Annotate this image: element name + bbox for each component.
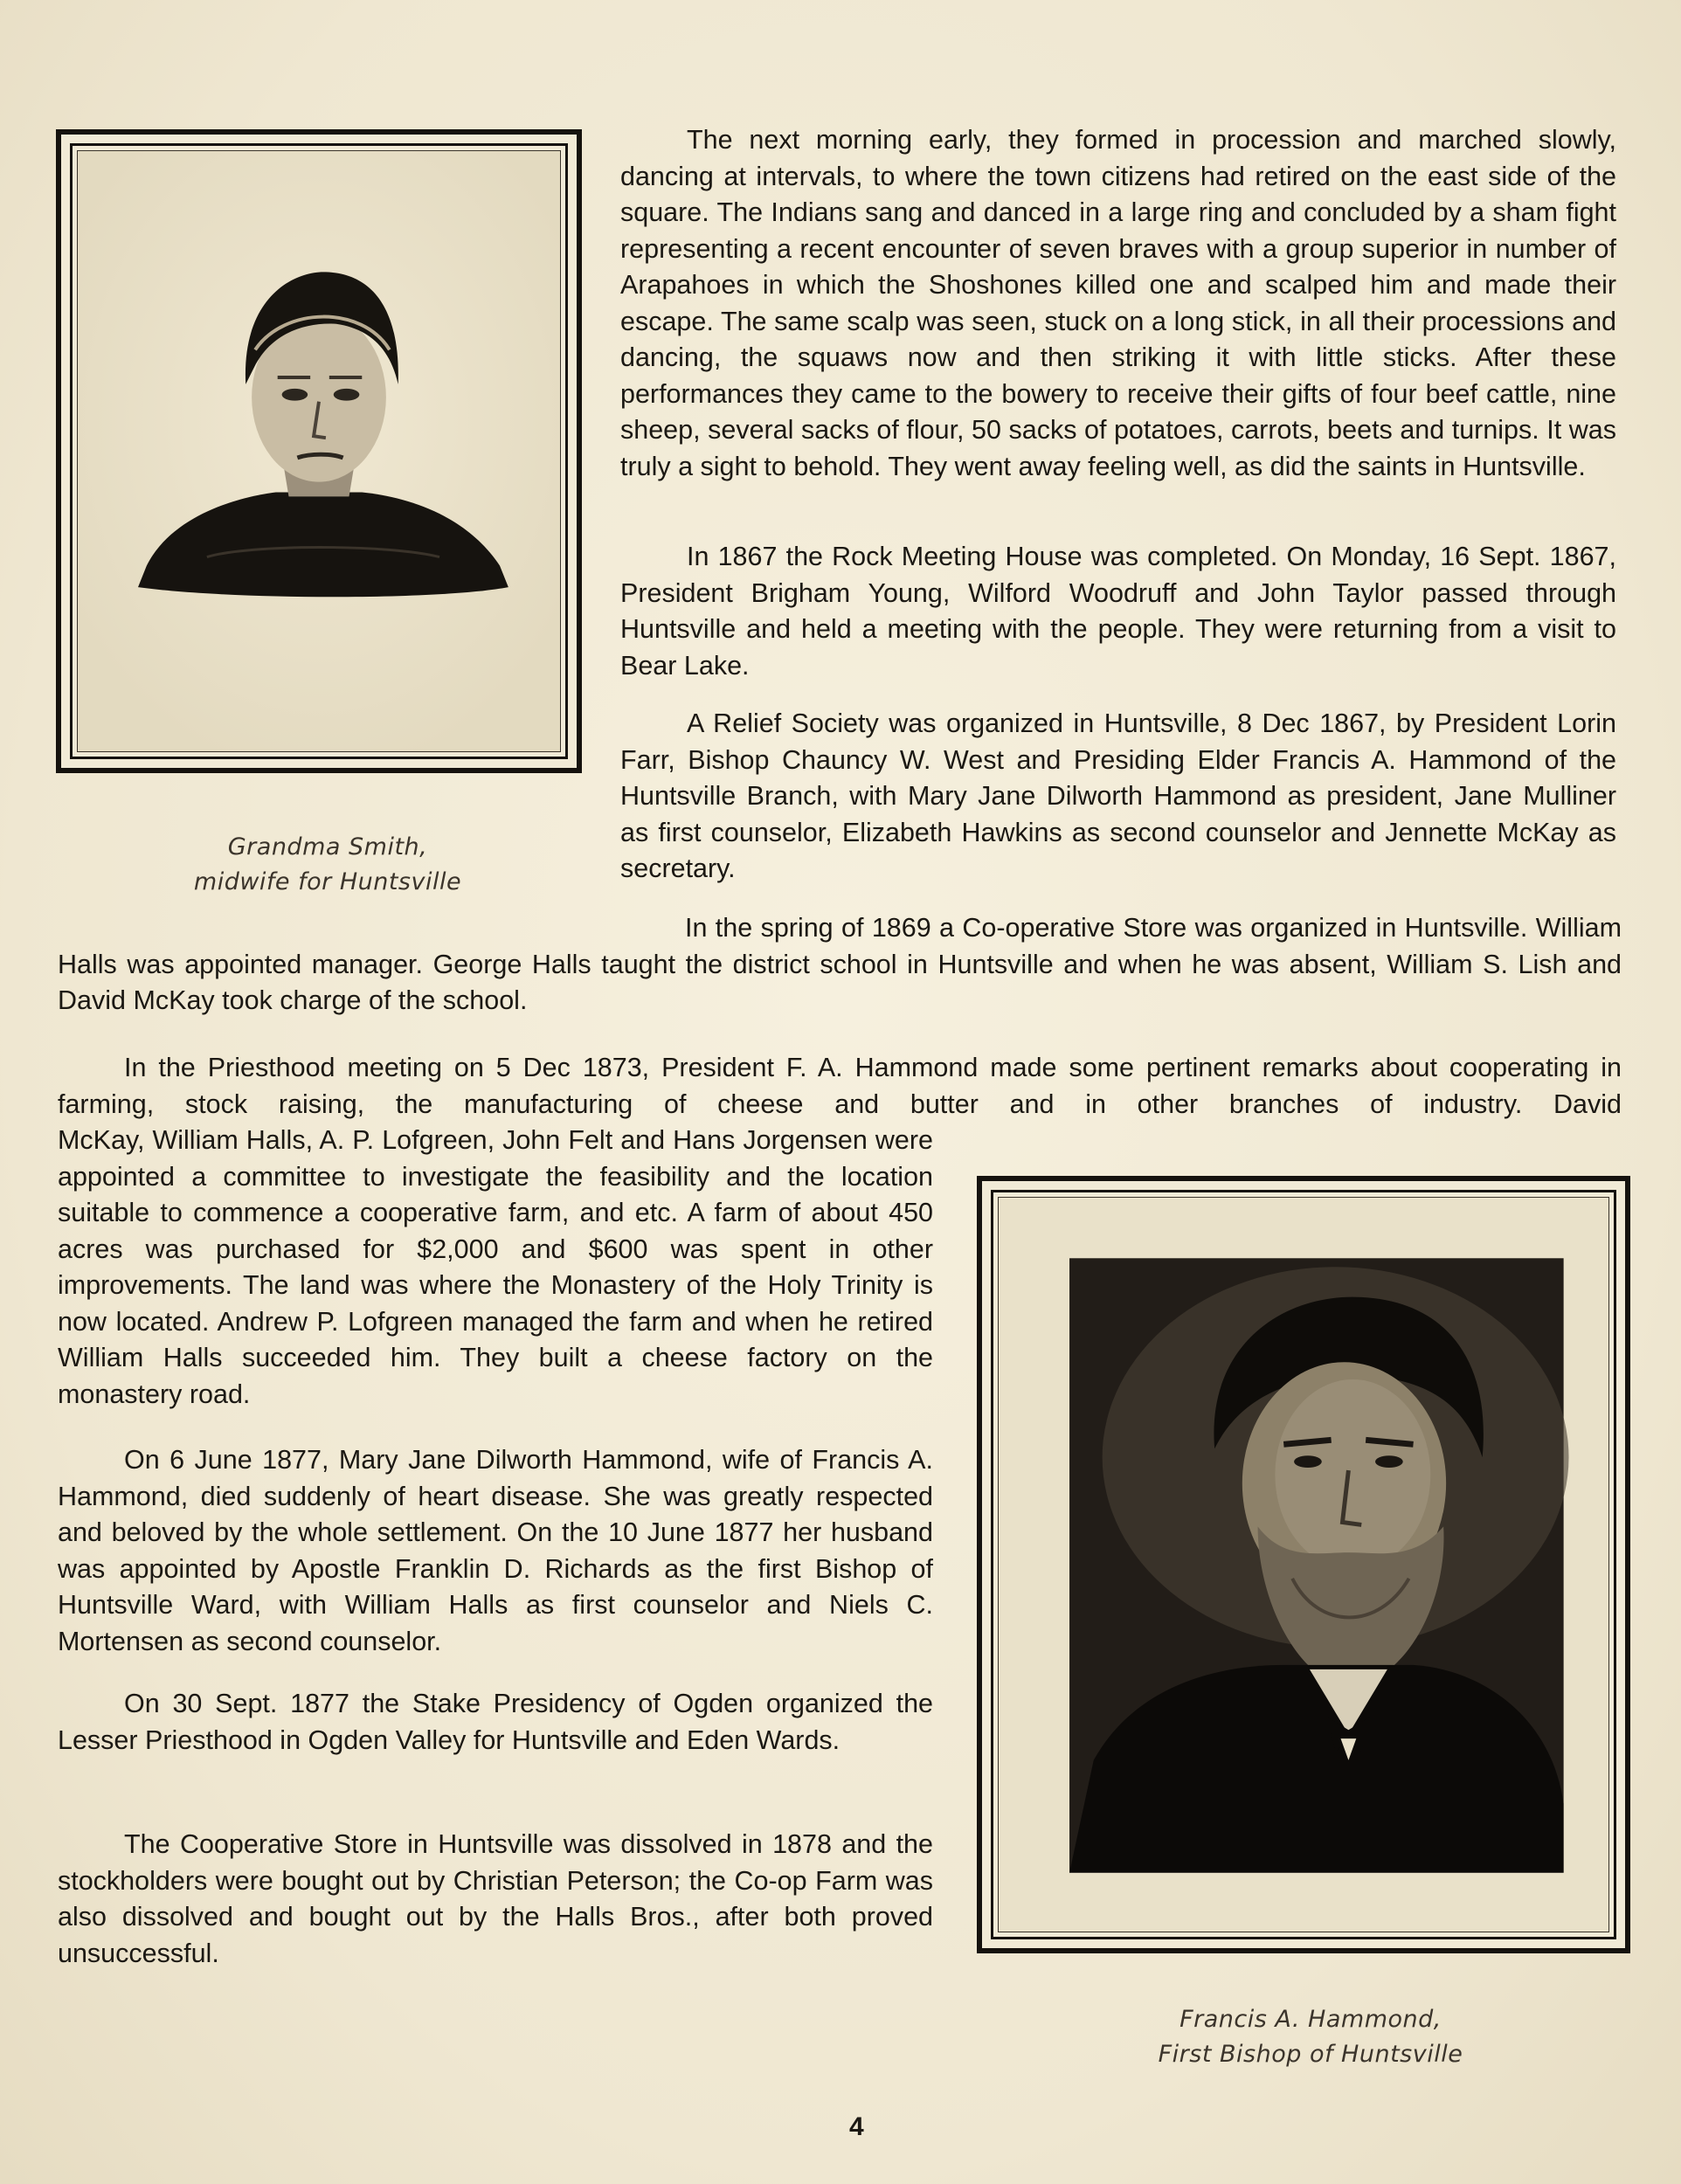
paragraph-relief-society: A Relief Society was organized in Huntsville, 8 Dec 1867, by President Lorin Farr, Bishop Chauncy W. West and Presiding Elder Francis A. Hammond of the Huntsville Branch, with Mary Jane Dilworth Hammond as president, Jane Mulliner as first counselor, Elizabeth Hawkins as second counselor and Jennette McKay as secretary. bbox=[620, 708, 1616, 883]
page-number: 4 bbox=[849, 2112, 864, 2141]
paragraph-hammond-death: On 6 June 1877, Mary Jane Dilworth Hammond, wife of Francis A. Hammond, died suddenly of heart disease. She was greatly respected and beloved by the whole settlement. On the 10 June 1877 her husband was appointed by Apostle Franklin D. Richards as the first Bishop of Huntsville Ward, with William Halls as first counselor and Niels C. Mortensen as second counselor. bbox=[58, 1445, 933, 1656]
grandma-smith-portrait bbox=[78, 151, 560, 751]
francis-hammond-photo-frame bbox=[977, 1176, 1630, 1953]
paragraph-cooperative-store: In the spring of 1869 a Co-operative Store was organized in Huntsville. William Halls was appointed manager. George Halls taught the district school in Huntsville and when he was absent, William S. Lish and David McKay took charge of the school. bbox=[58, 913, 1622, 1015]
paragraph-indian-procession: The next morning early, they formed in procession and marched slowly, dancing at intervals, to where the town citizens had retired on the east side of the square. The Indians sang and danced in a large ring and concluded by a sham fight representing a recent encounter of seven braves with a group superior in number of Arapahoes in which the Shoshones killed one and scalped him and made their escape. The same scalp was seen, stuck on a long stick, in all their processions and dancing, the squaws now and then striking it with little sticks. After these performances they came to the bowery to receive their gifts of four beef cattle, nine sheep, several sacks of flour, 50 sacks of potatoes, carrots, beets and turnips. It was truly a sight to behold. They went away feeling well, as did the saints in Huntsville. bbox=[620, 125, 1616, 481]
paragraph-rock-meeting-house: In 1867 the Rock Meeting House was completed. On Monday, 16 Sept. 1867, President Brigham Young, Wilford Woodruff and John Taylor passed through Huntsville and held a meeting with the people. They were returning from a visit to Bear Lake. bbox=[620, 542, 1616, 681]
paragraph-priesthood-meeting: In the Priesthood meeting on 5 Dec 1873, President F. A. Hammond made some pertinent remarks about cooperating in farming, stock raising, the manufacturing of cheese and butter and in other branches of industry. David bbox=[58, 1053, 1622, 1119]
grandma-smith-photo-frame bbox=[56, 129, 582, 773]
francis-hammond-portrait bbox=[999, 1198, 1608, 1932]
francis-hammond-caption-line2: First Bishop of Huntsville bbox=[1158, 2041, 1463, 2068]
paragraph-store-dissolved: The Cooperative Store in Huntsville was dissolved in 1878 and the stockholders were bought out by Christian Peterson; the Co-op Farm was also dissolved and bought out by the Halls Bros., after both proved unsuccessful. bbox=[58, 1829, 933, 1968]
paragraph-cooperative-farm: McKay, William Halls, A. P. Lofgreen, John Felt and Hans Jorgensen were appointed a committee to investigate the feasibility and the location suitable to commence a cooperative farm, and etc. A farm of about 450 acres was purchased for $2,000 and $600 was spent in other improvements. The land was where the Monastery of the Holy Trinity is now located. Andrew P. Lofgreen managed the farm and when he retired William Halls succeeded him. They built a cheese factory on the monastery road. bbox=[58, 1125, 933, 1409]
paragraph-lesser-priesthood: On 30 Sept. 1877 the Stake Presidency of Ogden organized the Lesser Priesthood in Ogden Valley for Huntsville and Eden Wards. bbox=[58, 1689, 933, 1755]
grandma-smith-caption-line1: Grandma Smith, bbox=[227, 833, 428, 860]
francis-hammond-caption-line1: Francis A. Hammond, bbox=[1179, 2006, 1442, 2033]
grandma-smith-caption-line2: midwife for Huntsville bbox=[193, 868, 462, 895]
francis-hammond-caption bbox=[1118, 2002, 1503, 2072]
grandma-smith-caption bbox=[157, 830, 498, 900]
